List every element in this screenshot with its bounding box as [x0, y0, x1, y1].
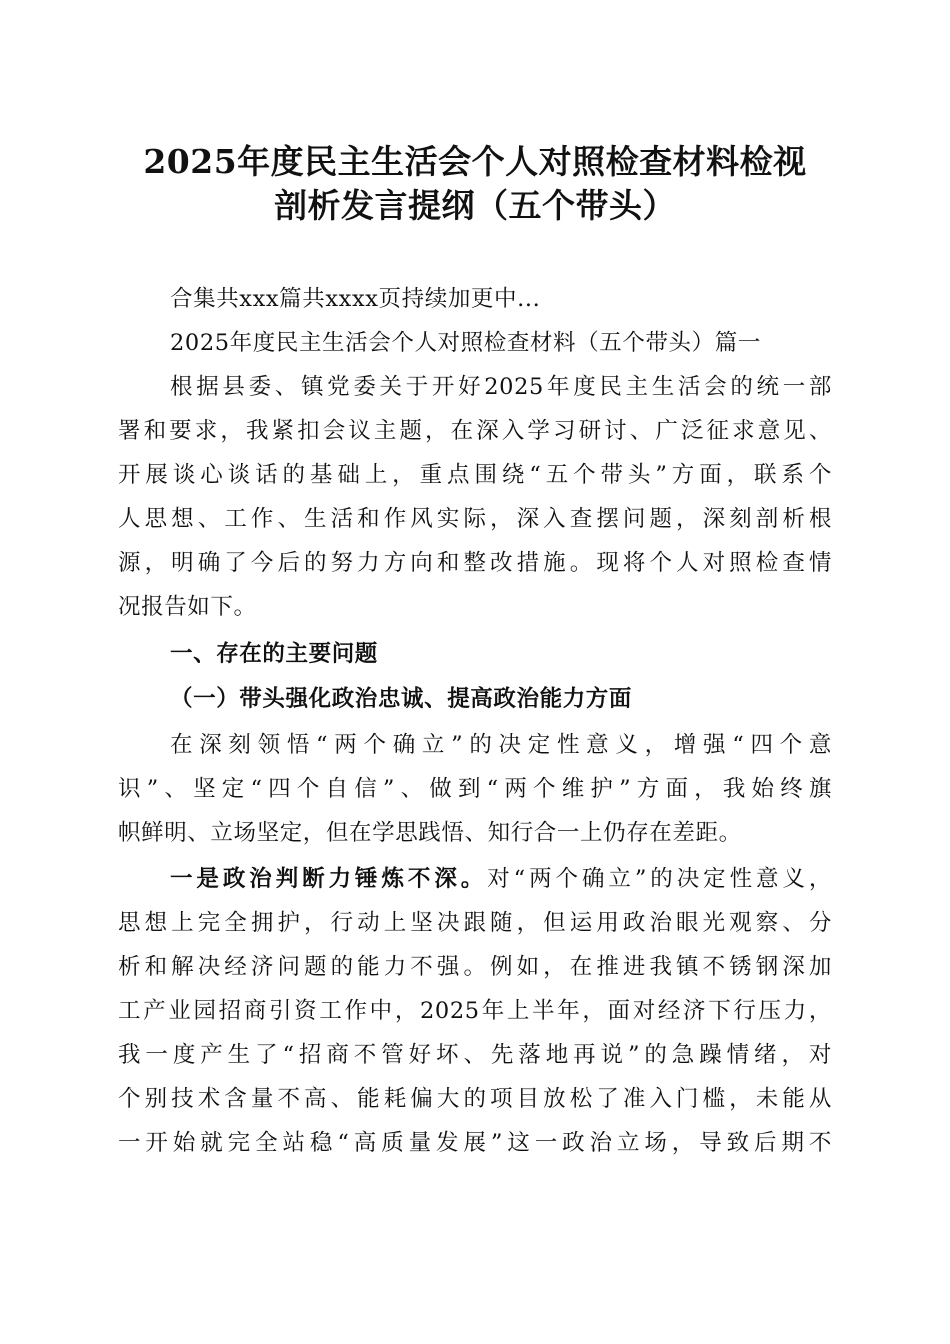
- paragraph-line: 析和解决经济问题的能力不强。例如，在推进我镇不锈钢深加: [118, 954, 832, 980]
- paragraph-line: 在深刻领悟“两个确立”的决定性意义，增强“四个意: [170, 732, 832, 758]
- paragraph-line: 开展谈心谈话的基础上，重点围绕“五个带头”方面，联系个: [118, 462, 832, 488]
- subsection-heading: （一）带头强化政治忠诚、提高政治能力方面: [170, 686, 633, 712]
- point-lead: 一是政治判断力锤炼不深。: [170, 866, 488, 892]
- paragraph-line: 帜鲜明、立场坚定，但在学思践悟、知行合一上仍存在差距。: [118, 820, 742, 846]
- paragraph-line: 识”、坚定“四个自信”、做到“两个维护”方面，我始终旗: [118, 776, 832, 802]
- collection-note: 合集共xxx篇共xxxx页持续加更中...: [170, 286, 541, 312]
- paragraph-line: 我一度产生了“招商不管好坏、先落地再说”的急躁情绪，对: [118, 1042, 832, 1068]
- paragraph-line: 人思想、工作、生活和作风实际，深入查摆问题，深刻剖析根: [118, 506, 832, 532]
- document-title-line2: 剖析发言提纲（五个带头）: [274, 186, 676, 225]
- paragraph-line: 一开始就完全站稳“高质量发展”这一政治立场，导致后期不: [118, 1130, 832, 1156]
- paragraph-line: 思想上完全拥护，行动上坚决跟随，但运用政治眼光观察、分: [118, 910, 832, 936]
- section-heading: 一、存在的主要问题: [170, 641, 378, 667]
- document-title-line1: 2025年度民主生活会个人对照检查材料检视: [143, 142, 807, 181]
- paragraph-line: 个别技术含量不高、能耗偏大的项目放松了准入门槛，未能从: [118, 1086, 832, 1112]
- paragraph-line: 工产业园招商引资工作中，2025年上半年，面对经济下行压力，: [118, 998, 832, 1024]
- point-text: 对“两个确立”的决定性意义，: [487, 866, 833, 892]
- paragraph-line: 源，明确了今后的努力方向和整改措施。现将个人对照检查情: [118, 550, 832, 576]
- paragraph-line: 况报告如下。: [118, 594, 257, 620]
- article-heading: 2025年度民主生活会个人对照检查材料（五个带头）篇一: [170, 330, 761, 356]
- paragraph-line-with-lead: [170, 864, 832, 894]
- paragraph-line: 根据县委、镇党委关于开好2025年度民主生活会的统一部: [170, 374, 832, 400]
- paragraph-line: 署和要求，我紧扣会议主题，在深入学习研讨、广泛征求意见、: [118, 418, 832, 444]
